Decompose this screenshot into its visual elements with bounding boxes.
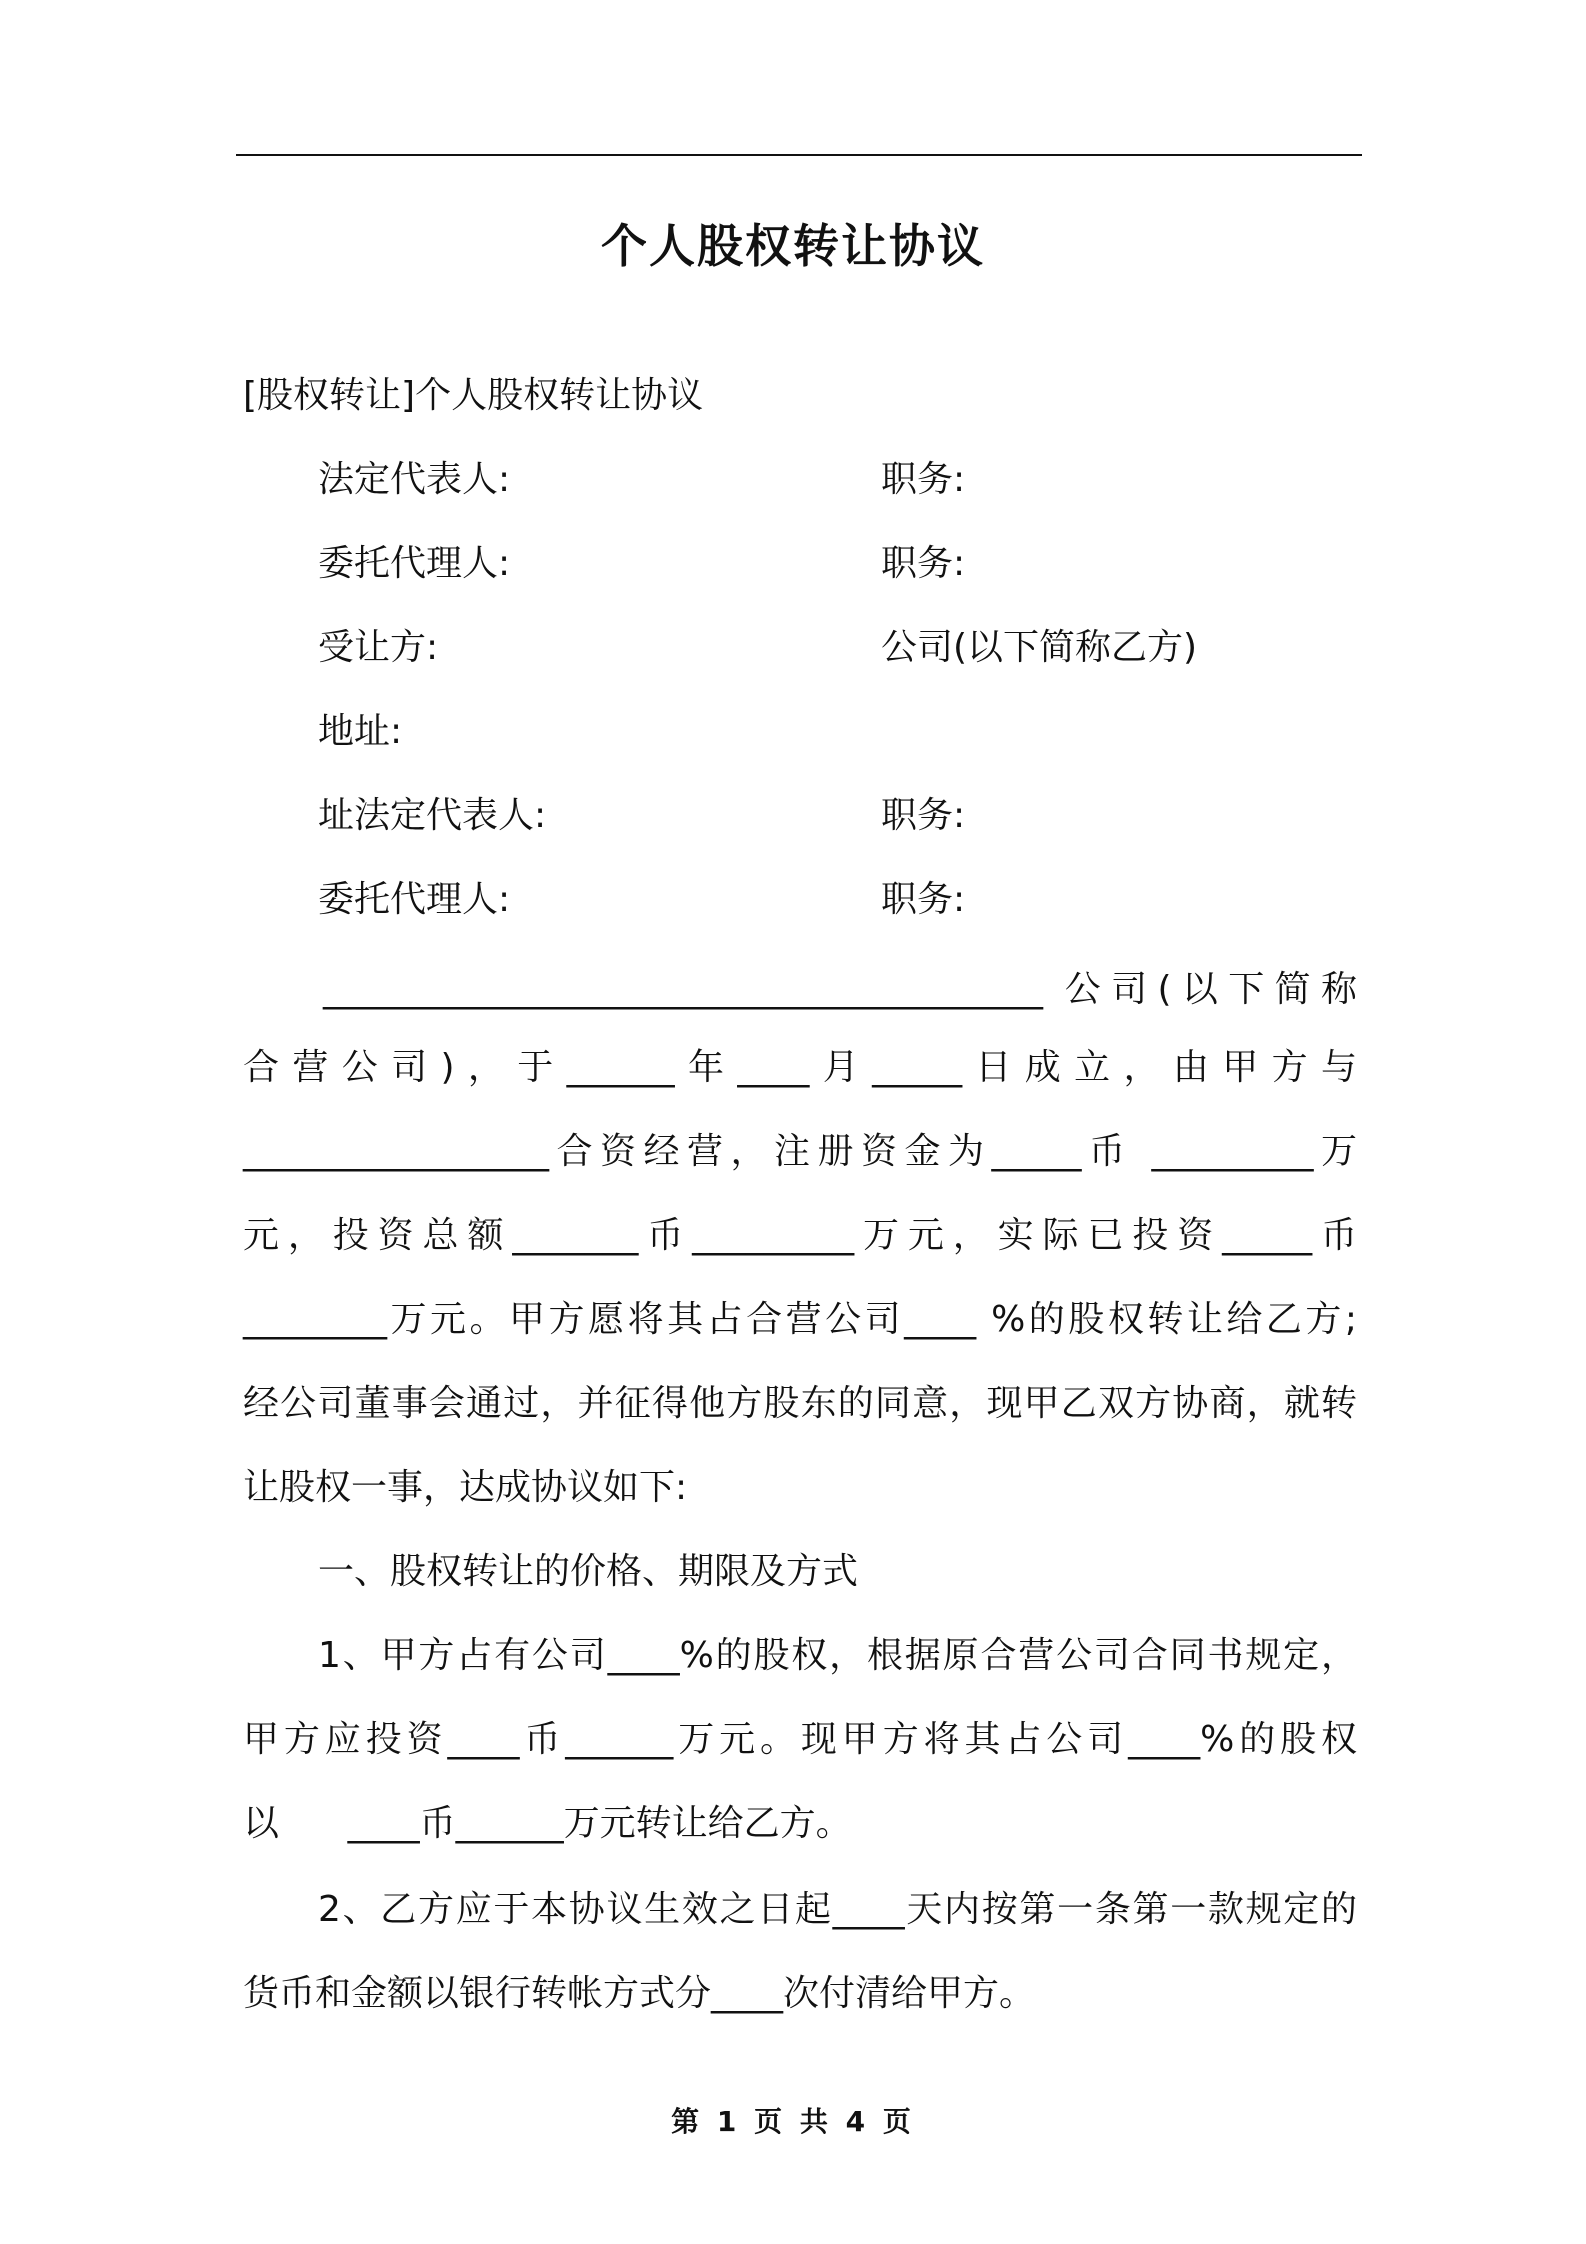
party-value: 职务: <box>881 795 966 836</box>
party-value: 职务: <box>881 459 966 500</box>
party-label: 委托代理人: <box>318 543 511 584</box>
party-value: 职务: <box>881 879 966 920</box>
clause-line: 以 ____币______万元转让给乙方。 <box>243 1803 852 1844</box>
clause-line: 甲方应投资____币______万元。现甲方将其占公司____%的股权 <box>243 1719 1357 1760</box>
clause-line: 1、甲方占有公司____%的股权，根据原合营公司合同书规定， <box>318 1635 1357 1676</box>
paragraph-line: 让股权一事，达成协议如下: <box>243 1467 688 1508</box>
paragraph-line: _________________合资经营，注册资金为_____币 _________万 <box>243 1131 1357 1172</box>
document-subtitle: [股权转让]个人股权转让协议 <box>243 375 704 416</box>
document-title: 个人股权转让协议 <box>601 219 985 273</box>
paragraph-line: ________万元。甲方愿将其占合营公司____ %的股权转让给乙方; <box>243 1299 1357 1340</box>
header-rule <box>236 154 1362 156</box>
party-label: 委托代理人: <box>318 879 511 920</box>
clause-line: 2、乙方应于本协议生效之日起____天内按第一条第一款规定的 <box>318 1889 1357 1930</box>
paragraph-line: 合营公司)，于______年____月_____日成立，由甲方与 <box>243 1047 1357 1088</box>
page-footer: 第 1 页 共 4 页 <box>671 2105 915 2138</box>
party-label: 址法定代表人: <box>318 795 547 836</box>
party-label: 地址: <box>318 711 403 752</box>
clause-line: 货币和金额以银行转帐方式分____次付清给甲方。 <box>243 1973 1036 2014</box>
paragraph-line: ________________________________________ 公司(以下简称 <box>323 969 1357 1010</box>
section-heading: 一、股权转让的价格、期限及方式 <box>318 1551 859 1592</box>
party-label: 受让方: <box>318 627 439 668</box>
paragraph-line: 元，投资总额_______币_________万元，实际已投资_____币 <box>243 1215 1357 1256</box>
paragraph-line: 经公司董事会通过，并征得他方股东的同意，现甲乙双方协商，就转 <box>243 1383 1357 1424</box>
party-value: 职务: <box>881 543 966 584</box>
party-value: 公司(以下简称乙方) <box>881 627 1198 668</box>
party-label: 法定代表人: <box>318 459 511 500</box>
